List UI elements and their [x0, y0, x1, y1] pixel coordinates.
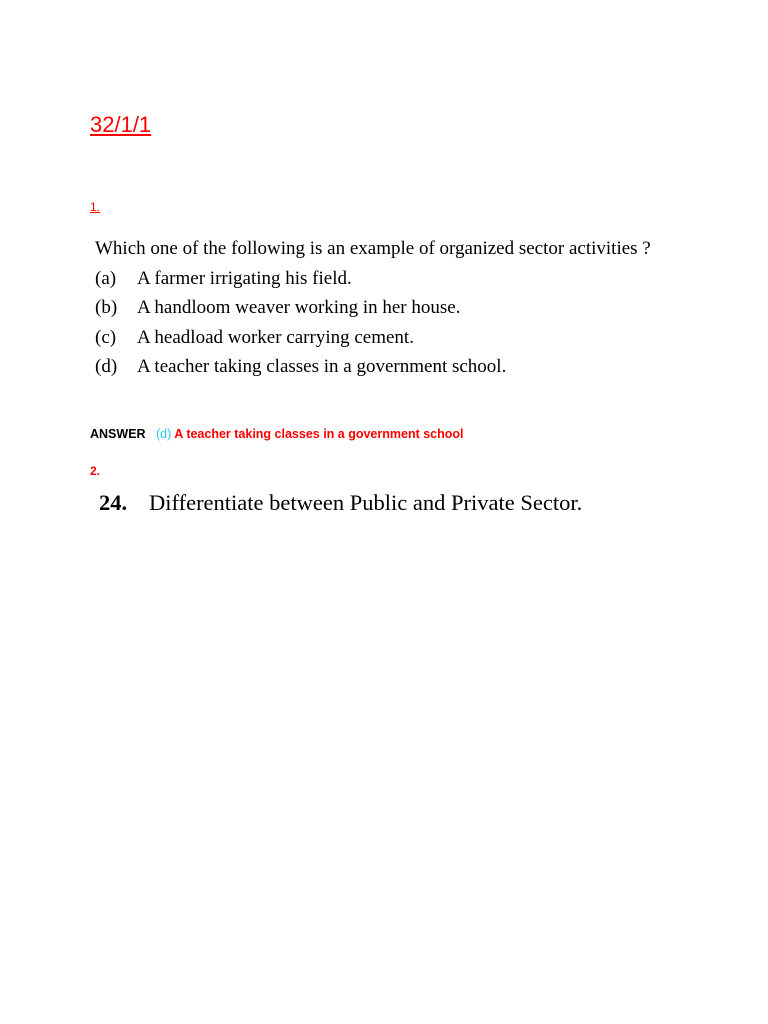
- option-a: [95, 264, 651, 294]
- question-2-label: 24.: [99, 490, 128, 515]
- option-b-text: A handloom weaver working in her house.: [137, 297, 461, 318]
- option-c: [95, 323, 651, 353]
- answer-text: A teacher taking classes in a government school: [174, 427, 464, 441]
- option-d-text: A teacher taking classes in a government school.: [137, 356, 507, 377]
- question-2-text: Differentiate between Public and Private Sector.: [149, 490, 583, 515]
- document-code: 32/1/1: [90, 112, 152, 137]
- option-c-letter: (c): [95, 326, 117, 348]
- question-1-number: 1.: [90, 200, 101, 214]
- option-d: [95, 352, 651, 382]
- question-1-block: [95, 234, 651, 382]
- option-a-letter: (a): [95, 267, 117, 289]
- answer-label: ANSWER: [90, 427, 146, 441]
- question-2-block: [99, 490, 582, 516]
- question-1-stem: Which one of the following is an example of organized sector activities ?: [95, 238, 651, 259]
- option-b-letter: (b): [95, 297, 118, 318]
- option-a-text: A farmer irrigating his field.: [137, 267, 352, 289]
- option-b: [95, 293, 651, 323]
- option-d-letter: (d): [95, 356, 118, 377]
- question-2-number: 2.: [90, 464, 101, 478]
- answer-letter: (d): [155, 427, 172, 441]
- answer-line: [90, 427, 464, 441]
- option-c-text: A headload worker carrying cement.: [137, 326, 414, 348]
